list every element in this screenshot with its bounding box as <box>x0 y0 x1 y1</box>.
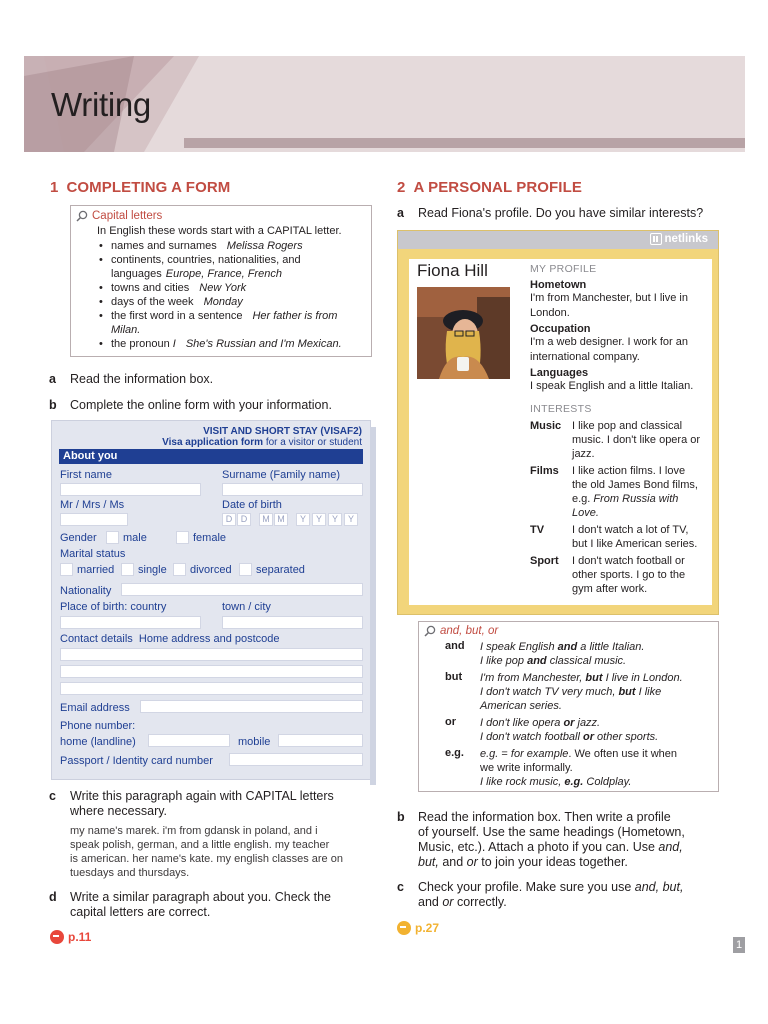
magnifier-icon <box>76 210 88 222</box>
profile-name: Fiona Hill <box>417 261 488 280</box>
single-label: single <box>138 564 167 576</box>
step-letter: b <box>397 810 405 824</box>
address-line-1[interactable] <box>60 648 363 661</box>
dob-field[interactable] <box>222 513 362 526</box>
netlinks-bar <box>398 231 718 249</box>
step-letter: a <box>49 372 56 386</box>
capital-rules-list <box>97 239 369 351</box>
step-text: where necessary. <box>70 804 168 818</box>
banner-stripe <box>184 138 745 148</box>
table-row: TV I don't watch a lot of TV, but I like American series. <box>530 523 698 550</box>
visa-application-form <box>51 420 371 780</box>
my-profile-heading: MY PROFILE <box>530 263 597 275</box>
or-keyword: or <box>445 716 456 728</box>
step-text: and or correctly. <box>418 895 507 909</box>
profile-photo-image <box>417 287 510 379</box>
hometown-line: London. <box>530 306 570 319</box>
form-heading: VISIT AND SHORT STAY (VISAF2) <box>203 426 362 437</box>
section-title-text: A PERSONAL PROFILE <box>413 179 582 196</box>
right-step-a <box>397 206 727 222</box>
step-text: Read the information box. Then write a profile <box>418 810 671 824</box>
step-letter: b <box>49 398 57 412</box>
step-text: Write a similar paragraph about you. Check the <box>70 890 332 904</box>
gender-label: Gender <box>60 532 97 544</box>
page-title: Writing <box>51 86 151 123</box>
title-label: Mr / Mrs / Ms <box>60 499 125 511</box>
separated-label: separated <box>256 564 305 576</box>
and-example-1: I speak English and a little Italian. <box>480 641 645 653</box>
table-row: Sport I don't watch football or other sports. I go to the gym after work. <box>530 554 686 595</box>
netlinks-logo-icon <box>650 233 662 245</box>
passport-label: Passport / Identity card number <box>60 755 213 767</box>
occupation-line: I'm a web designer. I work for an <box>530 336 689 348</box>
mobile-field[interactable] <box>278 734 363 747</box>
arrow-left-icon <box>50 930 64 944</box>
step-text: Music, etc.). Attach a photo if you can. Use and, <box>418 840 683 854</box>
and-keyword: and <box>445 640 465 652</box>
hometown-line: I'm from Manchester, but I live in <box>530 292 688 304</box>
nationality-field[interactable] <box>121 583 363 596</box>
female-checkbox[interactable] <box>176 531 189 544</box>
lowercase-paragraph <box>70 824 370 880</box>
address-line-3[interactable] <box>60 682 363 695</box>
email-label: Email address <box>60 702 130 714</box>
section-2-title <box>397 179 582 196</box>
table-row: Films I like action films. I love the old James Bond films, e.g. From Russia with Love. <box>530 464 698 519</box>
step-letter: d <box>49 890 57 904</box>
passport-field[interactable] <box>229 753 363 766</box>
occupation-line: international company. <box>530 350 640 363</box>
section-number: 2 <box>397 179 406 196</box>
step-text: but, and or to join your ideas together. <box>418 855 628 869</box>
phone-label: Phone number: <box>60 720 136 732</box>
home-phone-label: home (landline) <box>60 736 136 748</box>
occupation-label: Occupation <box>530 323 591 335</box>
dob-digit[interactable]: D <box>222 513 236 526</box>
step-text: Check your profile. Make sure you use and, but, <box>418 880 684 894</box>
divorced-checkbox[interactable] <box>173 563 186 576</box>
page-ref-left[interactable] <box>50 930 91 944</box>
about-you-bar: About you <box>59 449 363 464</box>
section-1-title <box>50 179 230 196</box>
page-ref-text: p.11 <box>68 930 92 944</box>
nationality-label: Nationality <box>60 585 112 597</box>
or-example-1: I don't like opera or jazz. <box>480 717 601 729</box>
dob-digit[interactable]: Y <box>344 513 358 526</box>
list-item: • the pronoun I She's Russian and I'm Mexican. <box>97 337 369 351</box>
step-text: of yourself. Use the same headings (Hometown, <box>418 825 685 839</box>
list-item: • days of the week Monday <box>97 295 369 309</box>
list-item: • continents, countries, nationalities, and languages Europe, France, French <box>97 253 369 281</box>
eg-example-3: I like rock music, e.g. Coldplay. <box>480 776 632 788</box>
step-letter: a <box>397 206 404 220</box>
step-letter: c <box>397 880 404 894</box>
interests-heading: INTERESTS <box>530 402 592 415</box>
female-label: female <box>193 532 227 544</box>
dob-digit[interactable]: Y <box>328 513 342 526</box>
eg-example-1: e.g. = for example. We often use it when <box>480 748 678 760</box>
dob-digit[interactable]: M <box>259 513 273 526</box>
form-subheading: Visa application form for a visitor or student <box>162 437 362 448</box>
right-step-b <box>397 810 727 872</box>
step-text: Write this paragraph again with CAPITAL letters <box>70 789 334 803</box>
email-field[interactable] <box>140 700 363 713</box>
paragraph-line: speak polish, german, and a little english. my teacher <box>70 839 330 851</box>
table-row: Music I like pop and classical music. I don't like opera or jazz. <box>530 419 701 460</box>
page-number: 1 <box>733 937 745 953</box>
list-item: • the first word in a sentence Her father is from Milan. <box>97 309 369 337</box>
step-text: Read Fiona's profile. Do you have similar interests? <box>418 206 704 220</box>
first-name-label: First name <box>60 469 112 481</box>
but-example-3: American series. <box>480 700 562 712</box>
list-item: • names and surnames Melissa Rogers <box>97 239 369 253</box>
infobox-title-text: Capital letters <box>92 210 163 222</box>
dob-digit[interactable]: Y <box>296 513 310 526</box>
married-label: married <box>77 564 115 576</box>
contact-details-label: Contact details Home address and postcode <box>60 633 280 645</box>
and-but-or-infobox <box>418 621 719 792</box>
single-checkbox[interactable] <box>121 563 134 576</box>
or-example-2: I don't watch football or other sports. <box>480 731 659 743</box>
abo-title: and, but, or <box>424 625 498 637</box>
step-text: Complete the online form with your information. <box>70 398 332 412</box>
magnifier-icon <box>424 625 436 637</box>
interests-table <box>530 419 708 599</box>
list-item: • towns and cities New York <box>97 281 369 295</box>
languages-label: Languages <box>530 367 589 379</box>
paragraph-line: tuesdays and thursdays. <box>70 867 190 879</box>
home-phone-field[interactable] <box>148 734 230 747</box>
title-field[interactable] <box>60 513 128 526</box>
left-step-b <box>49 398 369 414</box>
right-step-c <box>397 880 727 912</box>
dob-label: Date of birth <box>222 499 282 511</box>
married-checkbox[interactable] <box>60 563 73 576</box>
eg-example-2: we write informally. <box>480 762 573 774</box>
town-label: town / city <box>222 601 271 613</box>
dob-digit[interactable]: M <box>274 513 288 526</box>
section-number: 1 <box>50 179 59 196</box>
netlinks-brand: netlinks <box>650 233 708 245</box>
address-line-2[interactable] <box>60 665 363 678</box>
dob-digit[interactable]: D <box>237 513 251 526</box>
section-title-text: COMPLETING A FORM <box>66 179 231 196</box>
hometown-label: Hometown <box>530 279 587 291</box>
but-keyword: but <box>445 671 463 683</box>
surname-label: Surname (Family name) <box>222 469 340 481</box>
page-ref-text: p.27 <box>415 921 440 935</box>
profile-panel <box>397 230 719 615</box>
step-text: Read the information box. <box>70 372 214 386</box>
place-of-birth-label: Place of birth: country <box>60 601 167 613</box>
surname-field[interactable] <box>222 483 363 496</box>
paragraph-line: my name's marek. i'm from gdansk in poland, and i <box>70 825 318 837</box>
male-label: male <box>123 532 147 544</box>
eg-keyword: e.g. <box>445 747 464 759</box>
left-step-d <box>49 890 369 922</box>
infobox-title <box>76 210 162 222</box>
profile-photo <box>417 287 510 379</box>
separated-checkbox[interactable] <box>239 563 252 576</box>
divorced-label: divorced <box>190 564 232 576</box>
arrow-left-icon <box>397 921 411 935</box>
male-checkbox[interactable] <box>106 531 119 544</box>
step-text: capital letters are correct. <box>70 905 211 919</box>
country-field[interactable] <box>60 616 201 629</box>
profile-card <box>409 259 712 605</box>
page-ref-right[interactable] <box>397 921 439 935</box>
town-field[interactable] <box>222 616 363 629</box>
header-banner <box>24 56 745 152</box>
left-step-c <box>49 789 369 821</box>
but-example-2: I don't watch TV very much, but I like <box>480 686 662 698</box>
first-name-field[interactable] <box>60 483 201 496</box>
infobox-intro: In English these words start with a CAPITAL letter. <box>97 225 342 237</box>
paragraph-line: is american. her name's kate. my english classes are on <box>70 853 343 865</box>
marital-status-label: Marital status <box>60 548 126 560</box>
left-step-a <box>49 372 369 388</box>
capital-letters-infobox <box>70 205 372 357</box>
step-letter: c <box>49 789 56 803</box>
dob-digit[interactable]: Y <box>312 513 326 526</box>
languages-line: I speak English and a little Italian. <box>530 380 694 392</box>
profile-details <box>530 279 708 599</box>
and-example-2: I like pop and classical music. <box>480 655 627 667</box>
mobile-label: mobile <box>238 736 271 748</box>
but-example-1: I'm from Manchester, but I live in London. <box>480 672 683 684</box>
